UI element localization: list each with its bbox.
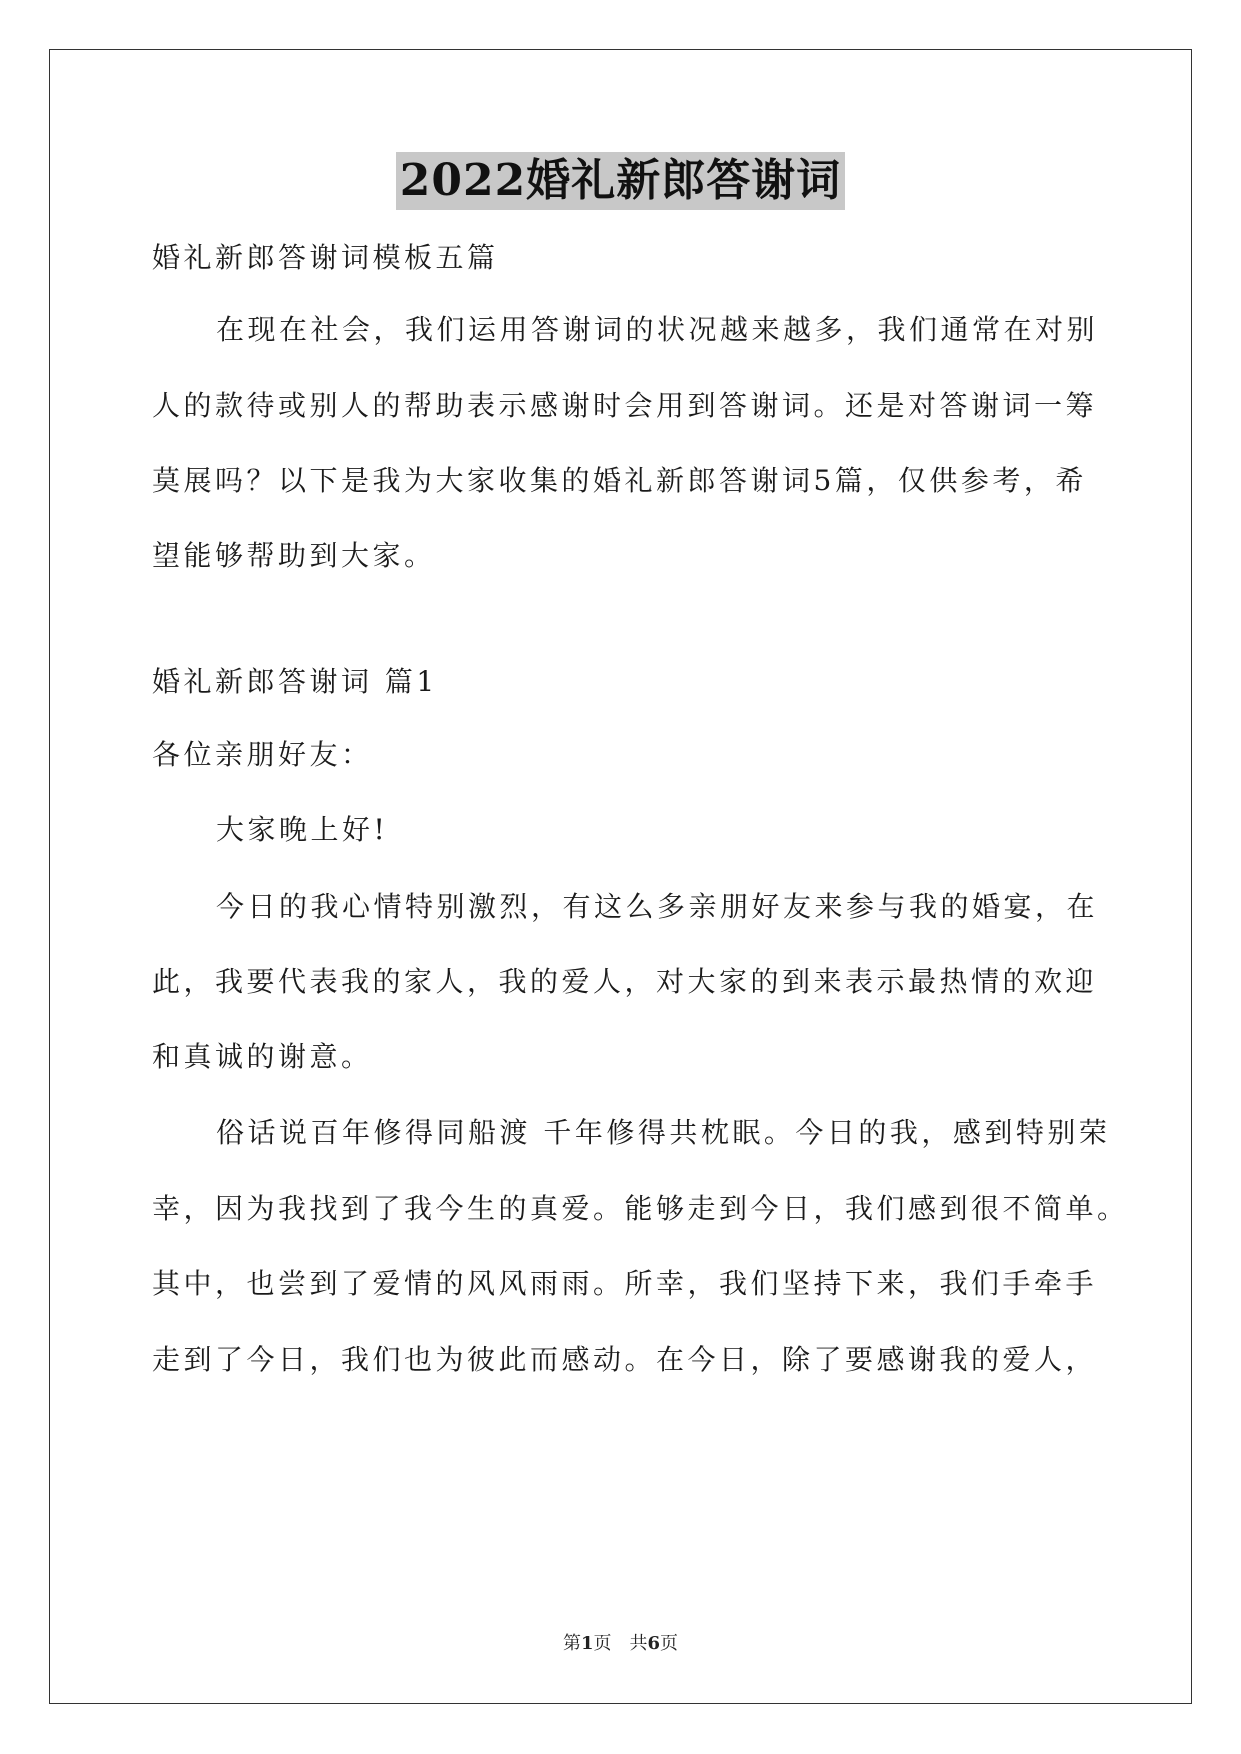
footer-total-prefix: 共	[629, 1633, 648, 1654]
title-container	[0, 152, 1241, 210]
paragraph-line: 在现在社会，我们运用答谢词的状况越来越多，我们通常在对别	[216, 313, 1099, 346]
footer-total-suffix: 页	[660, 1633, 679, 1654]
paragraph-line: 此，我要代表我的家人，我的爱人，对大家的到来表示最热情的欢迎	[152, 965, 1098, 998]
footer-page-suffix: 页	[593, 1633, 612, 1654]
paragraph-line: 俗话说百年修得同船渡 千年修得共枕眠。今日的我，感到特别荣	[216, 1116, 1111, 1149]
document-title: 2022婚礼新郎答谢词	[396, 152, 845, 210]
paragraph-line: 走到了今日，我们也为彼此而感动。在今日，除了要感谢我的爱人，	[152, 1343, 1098, 1376]
salutation-line: 各位亲朋好友：	[152, 738, 373, 771]
section-heading: 婚礼新郎答谢词 篇1	[152, 665, 438, 698]
subtitle-line: 婚礼新郎答谢词模板五篇	[152, 241, 499, 274]
paragraph-line: 其中，也尝到了爱情的风风雨雨。所幸，我们坚持下来，我们手牵手	[152, 1267, 1098, 1300]
page-border	[49, 49, 1192, 1704]
paragraph-line: 和真诚的谢意。	[152, 1040, 373, 1073]
footer-total-pages: 6	[647, 1633, 661, 1654]
greeting-line: 大家晚上好!	[216, 813, 389, 846]
paragraph-line: 今日的我心情特别激烈，有这么多亲朋好友来参与我的婚宴，在	[216, 890, 1099, 923]
paragraph-line: 幸，因为我找到了我今生的真爱。能够走到今日，我们感到很不简单。	[152, 1192, 1129, 1225]
paragraph-line: 望能够帮助到大家。	[152, 539, 436, 572]
footer-page-prefix: 第	[562, 1633, 581, 1654]
paragraph-line: 莫展吗？以下是我为大家收集的婚礼新郎答谢词5篇，仅供参考，希	[152, 464, 1087, 497]
footer-page-number: 1	[580, 1633, 594, 1654]
paragraph-line: 人的款待或别人的帮助表示感谢时会用到答谢词。还是对答谢词一筹	[152, 389, 1098, 422]
page-footer	[0, 1632, 1241, 1656]
